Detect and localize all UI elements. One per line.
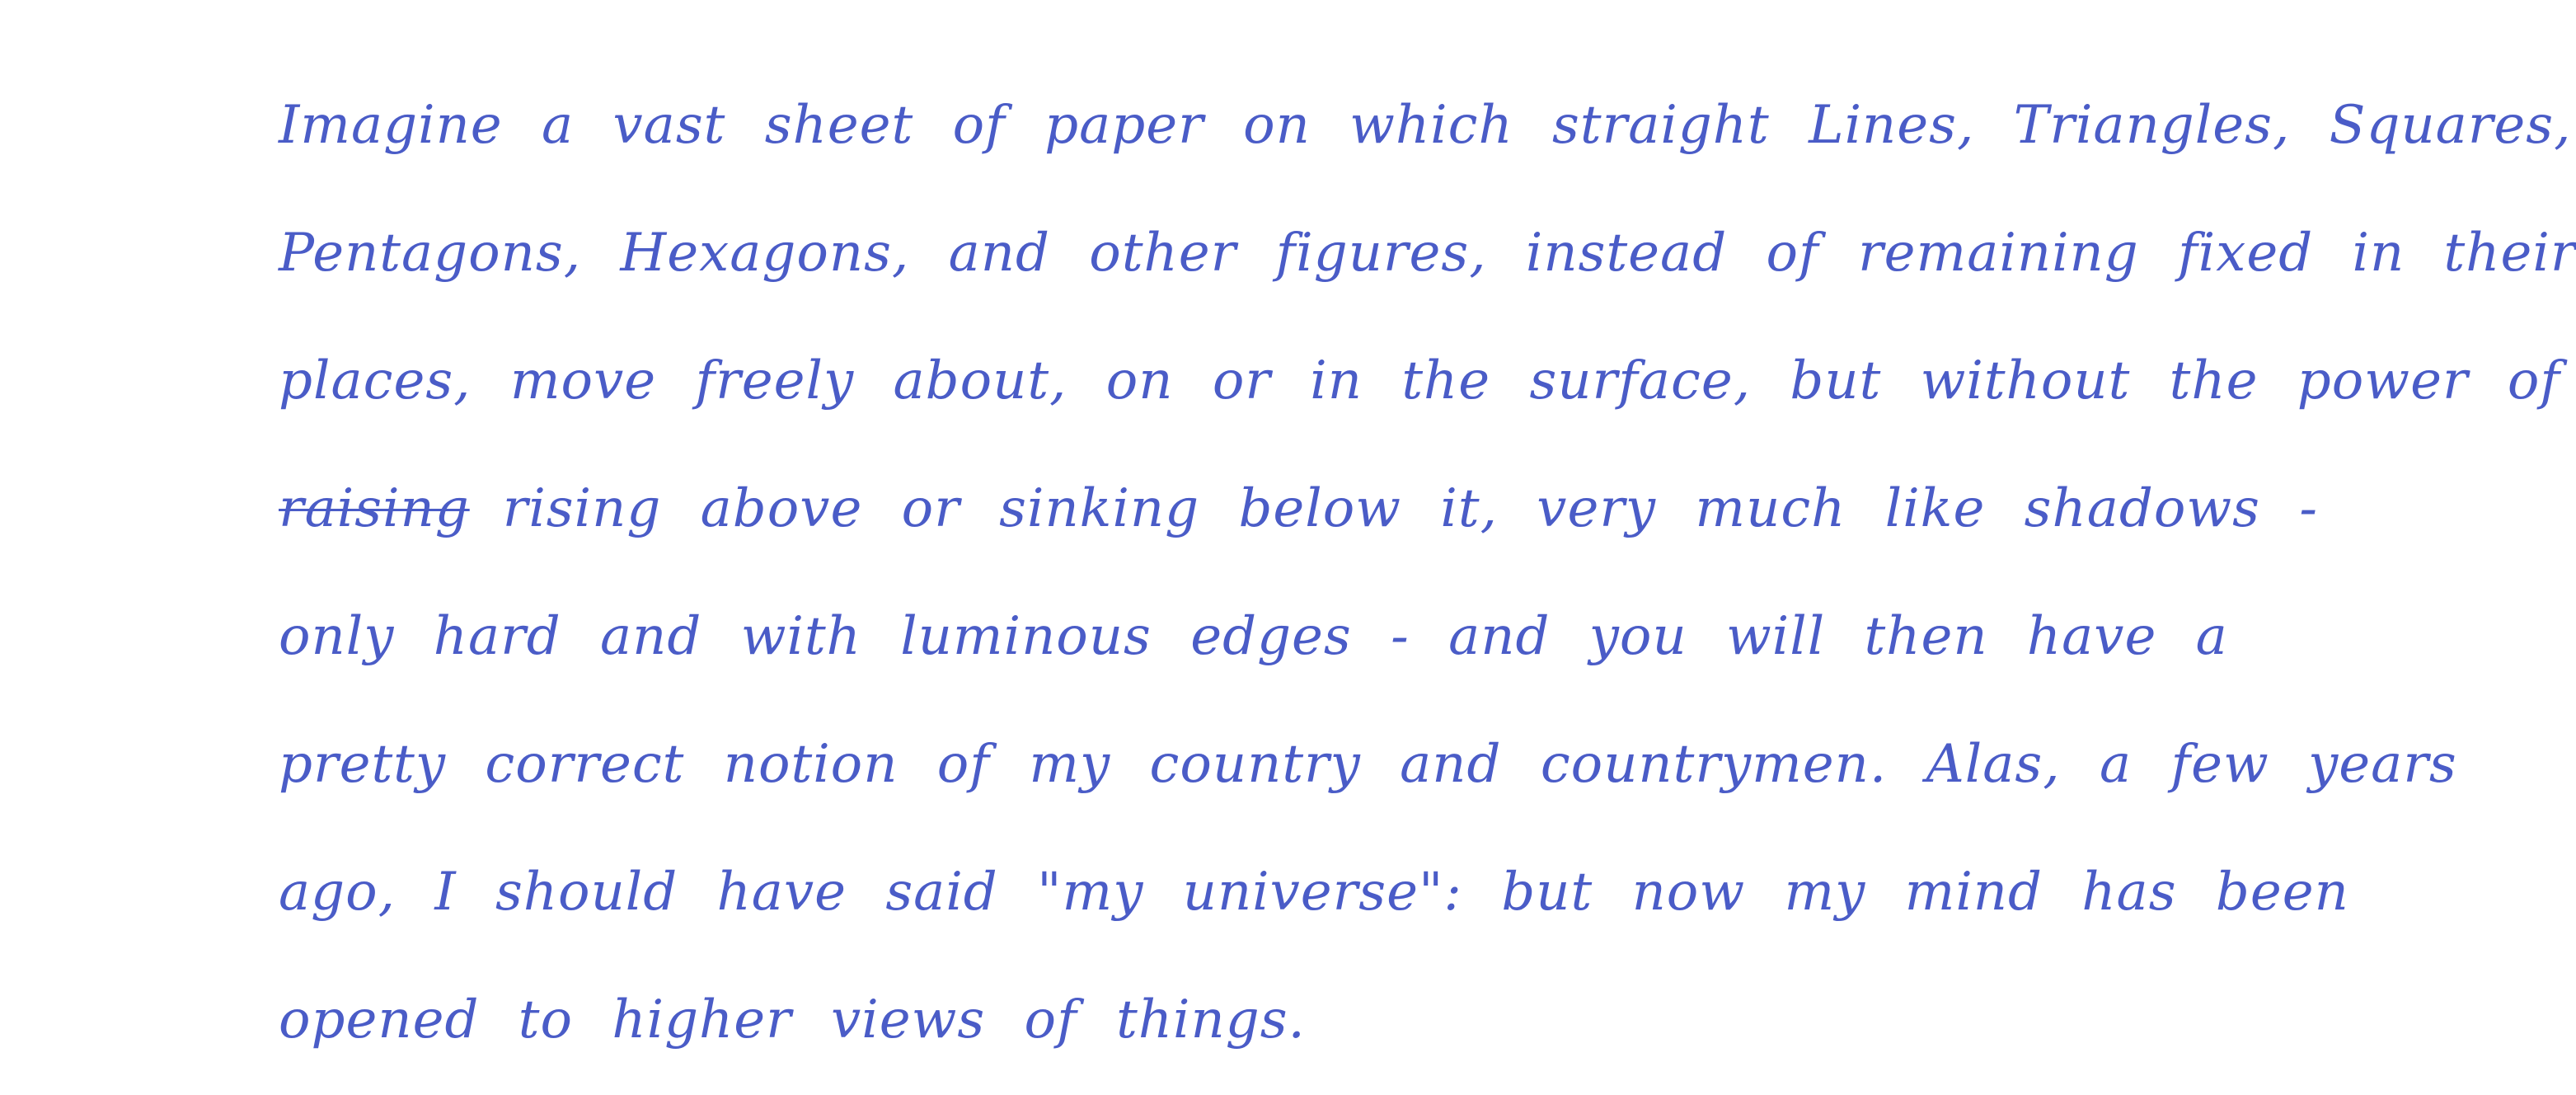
text-line-7: ago, I should have said "my universe": but now my mind has been [279, 862, 2349, 923]
text-line-4-content: rising above or sinking below it, very much like shadows - [502, 478, 2318, 539]
struck-out-word: raising [279, 478, 470, 539]
text-line-2: Pentagons, Hexagons, and other figures, instead of remaining fixed in their [279, 223, 2576, 284]
text-line-1: Imagine a vast sheet of paper on which straight Lines, Triangles, Squares, [279, 95, 2572, 156]
text-line-3: places, move freely about, on or in the surface, but without the power of [279, 350, 2561, 411]
text-line-6: pretty correct notion of my country and countrymen. Alas, a few years [279, 734, 2457, 795]
text-line-4 [279, 459, 2318, 558]
text-line-8: opened to higher views of things. [279, 989, 1306, 1050]
text-line-5: only hard and with luminous edges - and you will then have a [279, 606, 2228, 667]
